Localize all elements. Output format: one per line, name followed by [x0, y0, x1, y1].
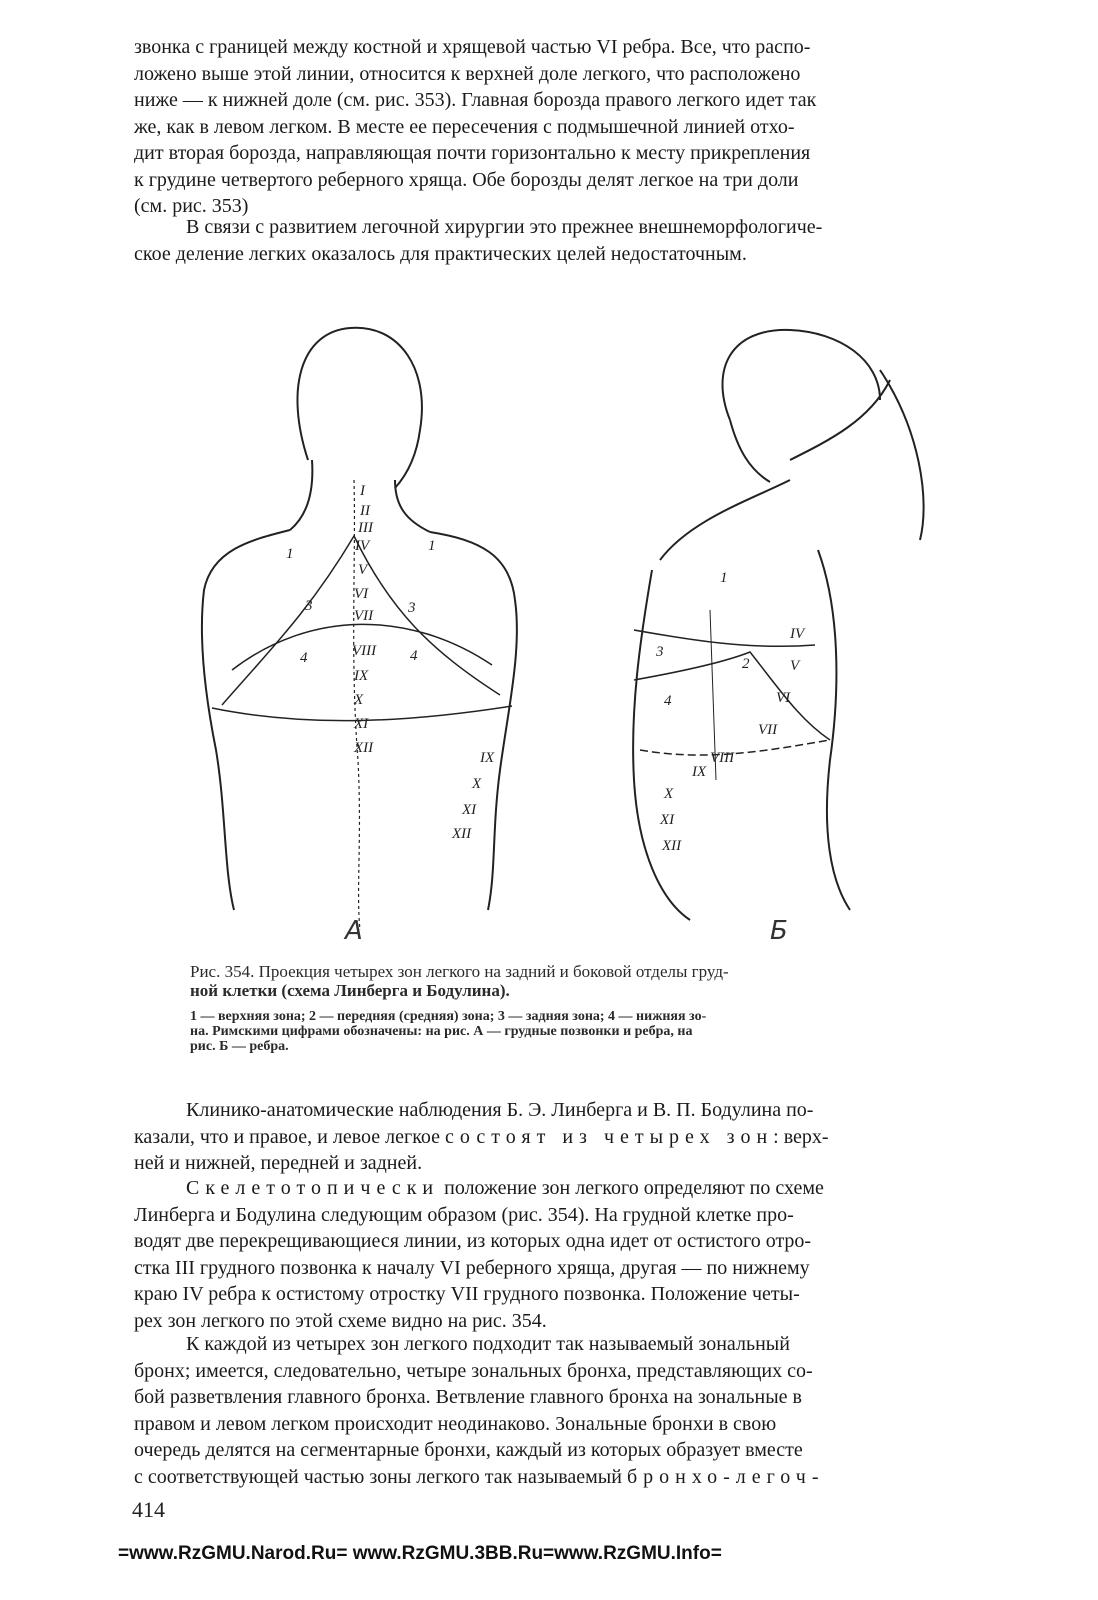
zone-label-a: 4: [410, 648, 418, 664]
text-line: Клинико-анатомические наблюдения Б. Э. Линберга и В. П. Бодулина по-: [186, 1099, 814, 1121]
front-outline-b: [633, 570, 690, 920]
vertebra-numeral: V: [358, 562, 368, 578]
vertebra-numeral: I: [360, 483, 365, 499]
text-line: (см. рис. 353): [134, 195, 249, 217]
text-line: ней и нижней, передней и задней.: [134, 1152, 423, 1174]
rib-numeral: IX: [692, 764, 707, 780]
neck-left-a: [290, 460, 312, 530]
text-fragment: казали, что и правое, и левое легкое: [134, 1125, 446, 1148]
figure-drawing: [190, 310, 950, 960]
vertebra-numeral: X: [354, 692, 364, 708]
text-fragment: : верх-: [773, 1125, 829, 1148]
caption-line: Рис. 354. Проекция четырех зон легкого на задний и боковой отделы груд-: [190, 962, 729, 981]
zone-label-a: 4: [300, 650, 308, 666]
paragraph-observations: [134, 1097, 996, 1177]
rib-numeral: XI: [660, 812, 675, 828]
text-line: водят две перекрещивающиеся линии, из которых одна идет от остистого отро-: [134, 1230, 812, 1252]
text-line: стка III грудного позвонка к началу VI реберного хряща, другая — по нижнему: [134, 1256, 810, 1279]
face-b: [730, 420, 770, 482]
legend-line: рис. Б — ребра.: [190, 1039, 289, 1054]
head-outline-b: [723, 330, 881, 420]
vertebra-numeral: IX: [354, 668, 369, 684]
panel-b-label: Б: [770, 916, 788, 946]
vertebra-numeral: IV: [355, 538, 370, 554]
rib-numeral: VI: [776, 690, 791, 706]
text-line: Линберга и Бодулина следующим образом (рис. 354). На грудной клетке про-: [134, 1203, 794, 1226]
zone-label-a: 3: [305, 598, 313, 614]
back-outline-b: [660, 480, 790, 560]
text-fragment: положение зон легкого определяют по схеме: [439, 1177, 824, 1199]
vertebra-numeral: II: [360, 503, 370, 519]
side-outline-b: [818, 550, 850, 910]
head-outline-a: [297, 328, 421, 488]
vertebra-numeral: VIII: [352, 643, 377, 659]
text-line: В связи с развитием легочной хирургии это прежнее внешнеморфологиче-: [186, 216, 823, 238]
text-line: бой разветвления главного бронха. Ветвление главного бронха на зональные в: [134, 1386, 802, 1408]
rib-numeral: XII: [662, 838, 682, 854]
rib-numeral: XI: [462, 802, 477, 818]
text-line: [134, 1124, 996, 1151]
spaced-emphasis: состоят из четырех зон: [445, 1125, 774, 1148]
paragraph-surgery: [134, 214, 996, 267]
text-line: бронх; имеется, следовательно, четыре зональных бронха, представляющих со-: [134, 1359, 813, 1382]
zone-label-a: 1: [286, 546, 294, 562]
vertebra-numeral: VII: [354, 608, 374, 624]
text-line: [134, 1464, 996, 1491]
figure-legend: [190, 1009, 950, 1054]
text-line: же, как в левом легком. В месте ее пересечения с подмышечной линией отхо-: [134, 115, 795, 138]
zone-label-a: 1: [428, 538, 436, 554]
text-line: ское деление легких оказалось для практических целей недостаточным.: [134, 242, 747, 265]
spaced-emphasis: бронхо-легоч-: [626, 1465, 825, 1488]
page-number: 414: [132, 1497, 165, 1522]
text-line: рех зон легкого по этой схеме видно на рис. 354.: [134, 1309, 547, 1332]
spaced-emphasis: Скелетотопически: [186, 1177, 440, 1199]
caption-line: ной клетки (схема Линберга и Бодулина).: [190, 981, 510, 1000]
text-line: [134, 1175, 996, 1202]
panel-a-label: А: [345, 916, 363, 946]
text-line: ложено выше этой линии, относится к верхней доле легкого, что расположено: [134, 62, 801, 85]
text-line: ниже — к нижней доле (см. рис. 353). Главная борозда правого легкого идет так: [134, 89, 817, 111]
back-outline-a: [202, 530, 290, 910]
vertebra-numeral: VI: [354, 586, 369, 602]
figure-caption: [190, 962, 950, 1000]
zone-label-b: 4: [664, 693, 672, 709]
vertebra-numeral: XI: [354, 716, 369, 732]
back-outline-right-a: [430, 532, 517, 910]
figure-354: [190, 310, 950, 960]
legend-line: на. Римскими цифрами обозначены: на рис. А — грудные позвонки и ребра, на: [190, 1024, 693, 1039]
text-line: к грудине четвертого реберного хряща. Обе борозды делят легкое на три доли: [134, 168, 799, 191]
text-line: краю IV ребра к остистому отростку VII грудного позвонка. Положение четы-: [134, 1283, 800, 1305]
zone-label-a: 3: [408, 600, 416, 616]
text-line: правом и левом легком происходит неодинаково. Зональные бронхи в свою: [134, 1412, 777, 1435]
paragraph-bronchi: [134, 1331, 996, 1490]
rib-numeral: X: [472, 776, 482, 792]
rib-numeral: VII: [758, 722, 778, 738]
vertebra-numeral: XII: [354, 740, 374, 756]
zone-line-3-b: [640, 740, 830, 755]
text-line: К каждой из четырех зон легкого подходит так называемый зональный: [186, 1333, 790, 1355]
rib-numeral: V: [790, 658, 800, 674]
arm-inner-b: [790, 380, 890, 460]
paragraph-skeletotopic: [134, 1175, 996, 1334]
arm-raised-b: [880, 370, 924, 540]
paragraph-lung-lobes: [134, 34, 996, 220]
text-line: очередь делятся на сегментарные бронхи, каждый из которых образует вместе: [134, 1439, 803, 1461]
zone-label-b: 3: [656, 644, 664, 660]
footer-watermark-links: =www.RzGMU.Narod.Ru= www.RzGMU.3BB.Ru=www.RzGMU.Info=: [118, 1543, 722, 1564]
legend-line: 1 — верхняя зона; 2 — передняя (средняя) зона; 3 — задняя зона; 4 — нижняя зо-: [190, 1009, 707, 1024]
neck-right-a: [395, 480, 430, 532]
rib-numeral: IV: [790, 626, 805, 642]
text-line: звонка с границей между костной и хрящевой частью VI ребра. Все, что распо-: [134, 36, 811, 58]
rib-numeral: X: [664, 786, 674, 802]
text-line: дит вторая борозда, направляющая почти горизонтально к месту прикрепления: [134, 142, 811, 164]
rib-numeral: IX: [480, 750, 495, 766]
zone-label-b: 1: [720, 570, 728, 586]
text-fragment: с соответствующей частью зоны легкого так называемый: [134, 1465, 627, 1488]
zone-label-b: 2: [742, 656, 750, 672]
rib-numeral: XII: [452, 826, 472, 842]
rib-numeral: VIII: [710, 750, 735, 766]
vertebra-numeral: III: [358, 520, 373, 536]
